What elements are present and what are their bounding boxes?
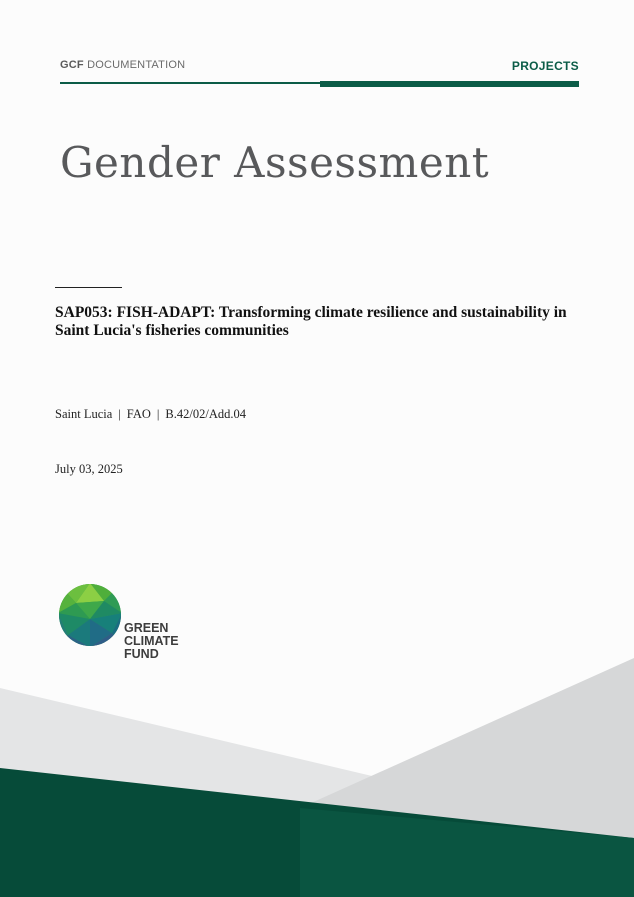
logo-line-green: GREEN	[124, 621, 169, 635]
project-subtitle: SAP053: FISH-ADAPT: Transforming climate resilience and sustainability in Saint Lucia's fisheries communities	[55, 304, 567, 339]
document-header	[60, 59, 579, 89]
gcf-logo	[58, 583, 188, 663]
logo-line-fund: FUND	[124, 647, 159, 661]
meta-reference: B.42/02/Add.04	[165, 407, 246, 421]
meta-country: Saint Lucia	[55, 407, 113, 421]
documentation-label: DOCUMENTATION	[87, 59, 186, 71]
subtitle-divider	[55, 287, 122, 288]
gcf-brand: GCF	[60, 59, 84, 71]
projects-label: PROJECTS	[511, 59, 579, 73]
meta-separator: |	[118, 407, 121, 421]
logo-line-climate: CLIMATE	[124, 634, 179, 648]
project-meta	[55, 407, 246, 422]
header-rule-thin	[60, 82, 320, 84]
page-title: Gender Assessment	[60, 138, 490, 187]
meta-separator: |	[156, 407, 160, 421]
document-date: July 03, 2025	[55, 462, 123, 476]
header-rule-thick	[320, 81, 579, 87]
gcf-logo-text	[124, 622, 179, 661]
globe-icon	[58, 583, 122, 647]
gcf-documentation-label	[60, 59, 185, 71]
meta-entity: FAO	[126, 407, 151, 421]
